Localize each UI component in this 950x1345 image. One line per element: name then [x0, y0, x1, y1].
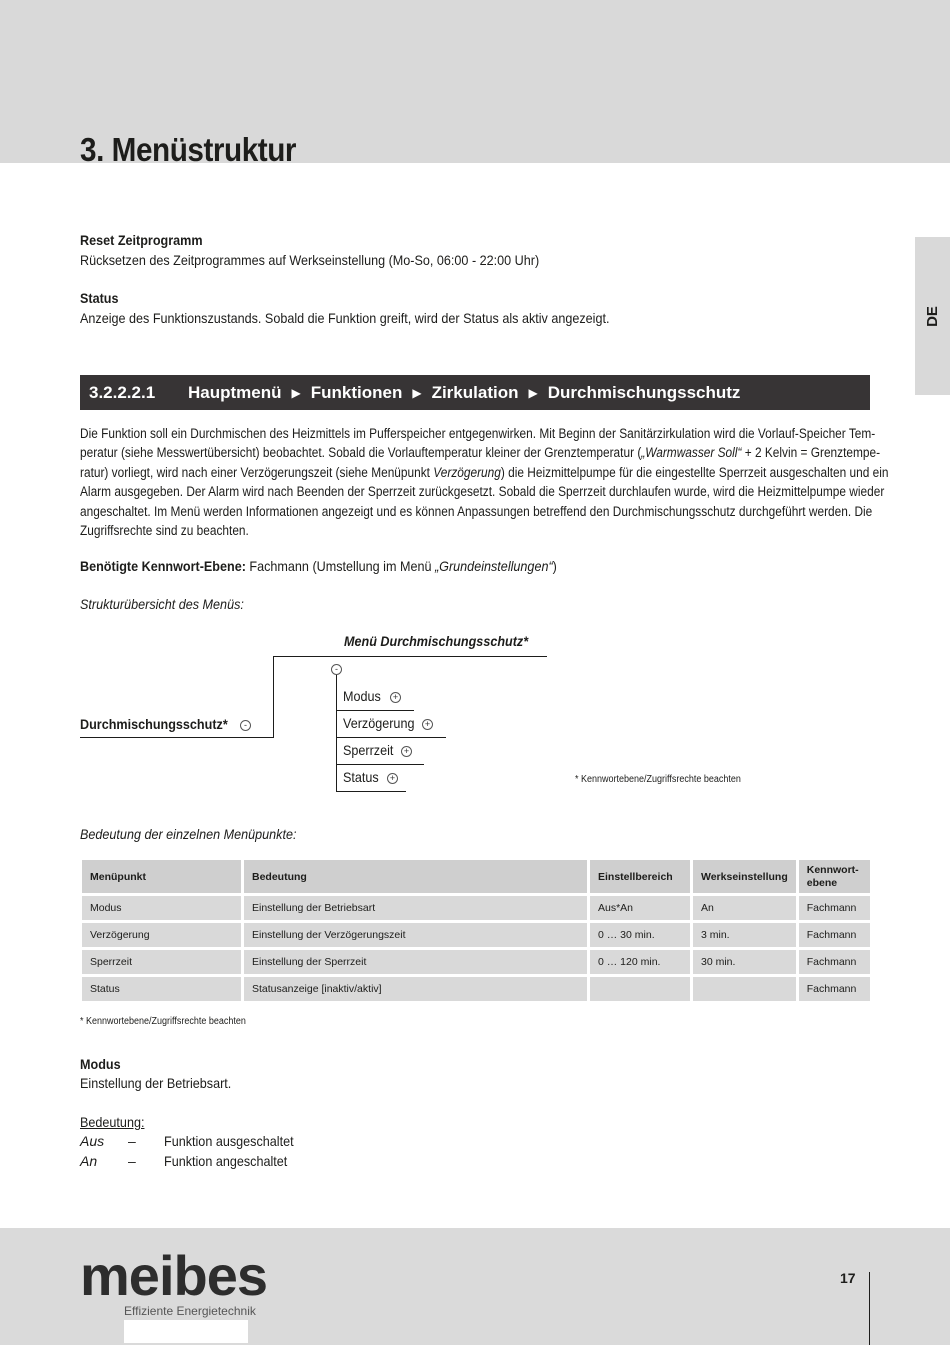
language-label: DE: [924, 305, 941, 327]
table-cell: Fachmann: [799, 977, 870, 1001]
logo-tagline: Effiziente Energietechnik: [124, 1304, 256, 1318]
structure-footnote: * Kennwortebene/Zugriffsrechte beachten: [575, 774, 741, 785]
plus-icon[interactable]: +: [422, 719, 433, 730]
page-number: 17: [840, 1270, 856, 1286]
breadcrumb-item: Zirkulation: [431, 383, 519, 402]
option-desc: Funktion ausgeschaltet: [164, 1133, 294, 1149]
table-cell: Aus*An: [590, 896, 690, 920]
plus-icon[interactable]: +: [401, 746, 412, 757]
column-header: Bedeutung: [244, 860, 587, 893]
option-key: Aus: [80, 1133, 105, 1149]
table-row: [82, 923, 870, 947]
table-cell: Statusanzeige [inaktiv/aktiv]: [244, 977, 587, 1001]
breadcrumb-item: Hauptmenü: [188, 383, 282, 402]
paragraph-line: Alarm ausgegeben. Der Alarm wird nach Beenden der Sperrzeit zurückgesetzt. Sobald die Sperrzeit durchlaufen wurde, wird die Heizmittelpumpe wieder: [80, 484, 885, 500]
menu-title: Menü Durchmischungsschutz*: [344, 633, 529, 649]
logo-bar: [124, 1320, 248, 1343]
table-cell: Status: [82, 977, 241, 1001]
plus-icon[interactable]: +: [387, 773, 398, 784]
item-underline: [336, 710, 414, 711]
table-cell: [693, 977, 796, 1001]
menu-items-table: [79, 857, 873, 1004]
table-cell: Verzögerung: [82, 923, 241, 947]
triangle-right-icon: ▶: [291, 386, 301, 400]
table-cell: [590, 977, 690, 1001]
meaning-heading: Bedeutung der einzelnen Menüpunkte:: [80, 826, 297, 842]
table-cell: Einstellung der Verzögerungszeit: [244, 923, 587, 947]
column-header: Menüpunkt: [82, 860, 241, 893]
option-dash: –: [128, 1133, 136, 1149]
table-cell: Einstellung der Betriebsart: [244, 896, 587, 920]
root-underline: [80, 737, 274, 738]
breadcrumb: [188, 383, 740, 403]
reset-text: Rücksetzen des Zeitprogrammes auf Werkseinstellung (Mo-So, 06:00 - 22:00 Uhr): [80, 252, 540, 268]
status-title: Status: [80, 290, 119, 306]
table-row: [82, 896, 870, 920]
table-cell: An: [693, 896, 796, 920]
column-header: Einstellbereich: [590, 860, 690, 893]
column-header: Werkseinstellung: [693, 860, 796, 893]
section-heading-bar: [80, 375, 870, 410]
page-number-rule: [869, 1272, 870, 1345]
description-paragraph: [80, 424, 950, 540]
table-cell: 30 min.: [693, 950, 796, 974]
section-number: 3.2.2.2.1: [89, 383, 156, 402]
bedeutung-label: Bedeutung:: [80, 1114, 145, 1130]
breadcrumb-item: Durchmischungsschutz: [547, 383, 741, 402]
menu-top-line: [273, 656, 547, 657]
column-header: Kennwort- ebene: [799, 860, 870, 893]
table-cell: Fachmann: [799, 950, 870, 974]
page-title: 3. Menüstruktur: [80, 131, 297, 168]
submenu-item-modus[interactable]: Modus: [343, 688, 381, 704]
item-underline: [336, 737, 446, 738]
item-underline: [336, 764, 424, 765]
table-row: [82, 977, 870, 1001]
minus-icon[interactable]: -: [331, 664, 342, 675]
submenu-item-status[interactable]: Status: [343, 769, 379, 785]
option-dash: –: [128, 1153, 136, 1169]
language-tab: [915, 237, 950, 395]
triangle-right-icon: ▶: [528, 386, 538, 400]
paragraph-line: Die Funktion soll ein Durchmischen des Heizmittels im Pufferspeicher entgegenwirken. Mit Beginn der Sanitärzirkulation wird die Vorlauf-Speicher Tem-: [80, 426, 876, 441]
table-cell: Sperrzeit: [82, 950, 241, 974]
paragraph-line: Zugriffsrechte sind zu beachten.: [80, 523, 249, 539]
reset-title: Reset Zeitprogramm: [80, 232, 203, 248]
table-row: [82, 950, 870, 974]
paragraph-line: angeschaltet. Im Menü werden Informationen angezeigt und es können Anpassungen betreffend den Durchmischungsschutz durchgeführt werden. Die: [80, 503, 873, 519]
submenu-item-sperrzeit[interactable]: Sperrzeit: [343, 742, 394, 758]
submenu-item-verzoegerung[interactable]: Verzögerung: [343, 715, 415, 731]
modus-title: Modus: [80, 1056, 121, 1072]
connector-vertical: [273, 656, 274, 738]
table-cell: 0 … 30 min.: [590, 923, 690, 947]
table-cell: Einstellung der Sperrzeit: [244, 950, 587, 974]
table-cell: 0 … 120 min.: [590, 950, 690, 974]
table-cell: Fachmann: [799, 923, 870, 947]
table-header-row: [82, 860, 870, 893]
table-cell: Fachmann: [799, 896, 870, 920]
table-cell: 3 min.: [693, 923, 796, 947]
table-footnote: * Kennwortebene/Zugriffsrechte beachten: [80, 1016, 246, 1027]
table-cell: Modus: [82, 896, 241, 920]
breadcrumb-item: Funktionen: [310, 383, 403, 402]
root-menu-label: Durchmischungsschutz*: [80, 716, 228, 732]
minus-icon[interactable]: -: [240, 720, 251, 731]
option-desc: Funktion angeschaltet: [164, 1153, 288, 1169]
paragraph-line: ratur) vorliegt, wird nach einer Verzögerungszeit (siehe Menüpunkt Verzögerung) die Heizmittelpumpe für die eingestellte Sperrzeit ausgeschalten und ein: [80, 464, 889, 480]
option-key: An: [80, 1153, 98, 1169]
structure-heading: Strukturübersicht des Menüs:: [80, 596, 244, 612]
plus-icon[interactable]: +: [390, 692, 401, 703]
paragraph-line: peratur (siehe Messwertübersicht) beobachtet. Sobald die Vorlauftemperatur kleiner der Grenztemperatur („Warmwasser Soll“ + 2 Kelvin = Grenztempe-: [80, 445, 881, 461]
item-underline: [336, 791, 406, 792]
triangle-right-icon: ▶: [412, 386, 422, 400]
submenu-vertical: [336, 673, 337, 792]
password-level: Benötigte Kennwort-Ebene: Fachmann (Umstellung im Menü „Grundeinstellungen“): [80, 558, 557, 574]
modus-text: Einstellung der Betriebsart.: [80, 1075, 232, 1091]
status-text: Anzeige des Funktionszustands. Sobald die Funktion greift, wird der Status als aktiv angezeigt.: [80, 310, 610, 326]
meibes-logo: meibes: [80, 1244, 267, 1307]
